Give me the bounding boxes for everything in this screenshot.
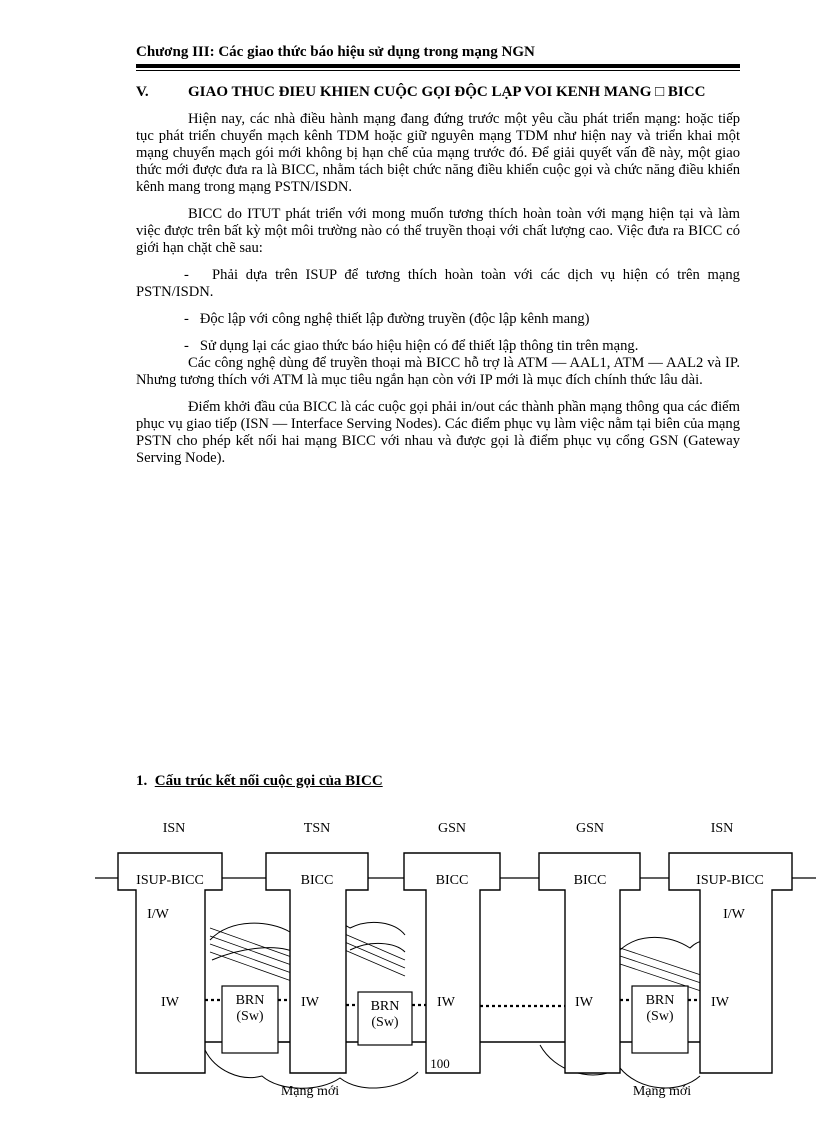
- brn-label: BRN: [235, 993, 265, 1008]
- iw-label: I/W: [723, 907, 745, 922]
- brn-sw-label: (Sw): [646, 1009, 674, 1024]
- iw-label: IW: [711, 995, 729, 1010]
- node-label: BICC: [435, 873, 469, 888]
- bullet-text: Sử dụng lại các giao thức báo hiệu hiện có để thiết lập thông tin trên mạng.: [199, 338, 639, 354]
- iw-label: IW: [301, 995, 319, 1010]
- node-label: ISUP-BICC: [136, 873, 204, 888]
- page-content: [136, 84, 740, 477]
- network-label: Mạng mới: [280, 1084, 340, 1099]
- bullet-item: [136, 267, 740, 301]
- section-title: [136, 84, 740, 101]
- node-type-label: ISN: [710, 821, 734, 836]
- node-type-label: GSN: [575, 821, 605, 836]
- subsection-title: [136, 772, 383, 790]
- network-label: Mạng mới: [632, 1084, 692, 1099]
- node-label: ISUP-BICC: [696, 873, 764, 888]
- page-number: 100: [430, 1056, 450, 1071]
- bullet-marker: -: [184, 311, 189, 327]
- node-label: BICC: [573, 873, 607, 888]
- bullet-item: [136, 311, 740, 328]
- brn-label: BRN: [370, 999, 400, 1014]
- bullet-text: Phải dựa trên ISUP để tương thích hoàn toàn với các dịch vụ hiện có trên mạng PSTN/ISDN.: [136, 267, 740, 300]
- bullet-marker: -: [184, 267, 189, 283]
- node-type-label: ISN: [162, 821, 186, 836]
- bullet-marker: -: [184, 338, 189, 354]
- iw-label: I/W: [147, 907, 169, 922]
- bicc-diagram: [0, 810, 816, 1110]
- bullet-item: [136, 338, 740, 355]
- iw-label: IW: [575, 995, 593, 1010]
- subsection-title-text: Cấu trúc kết nối cuộc gọi của BICC: [154, 773, 383, 789]
- section-title-text: GIAO THUC ĐIEU KHIEN CUỘC GỌI ĐỘC LẠP VOI KENH MANG □ BICC: [188, 84, 706, 100]
- iw-label: IW: [161, 995, 179, 1010]
- paragraph: Điểm khởi đầu của BICC là các cuộc gọi phải in/out các thành phần mạng thông qua các điểm phục vụ giao tiếp (ISN — Interface Serving Nodes). Các điểm phục vụ làm việc nằm tại biên của mạng PSTN cho phép kết nối hai mạng BICC với nhau và được gọi là điểm phục vụ cổng GSN (Gateway Serving Node).: [136, 399, 740, 466]
- bullet-text: Độc lập với công nghệ thiết lập đường truyền (độc lập kênh mang): [199, 311, 590, 327]
- header-rule-thin: [136, 70, 740, 71]
- paragraph: Hiện nay, các nhà điều hành mạng đang đứng trước một yêu cầu phát triển mạng: hoặc tiếp tục phát triển chuyển mạch kênh TDM hoặc giữ nguyên mạng TDM như hiện nay và triển khai một mạng chuyển mạch gói mới không bị hạn chế của mạng trước đó. Để giải quyết vấn đề này, một giao thức mới được đưa ra là BICC, nhằm tách biệt chức năng điều khiển cuộc gọi và chức năng điều khiển kênh mang trong mạng PSTN/ISDN.: [136, 111, 740, 195]
- brn-sw-label: (Sw): [371, 1015, 399, 1030]
- paragraph: Các công nghệ dùng để truyền thoại mà BICC hỗ trợ là ATM — AAL1, ATM — AAL2 và IP. Nhưng tương thích với ATM là mục tiêu ngắn hạn còn với IP mới là mục đích chính thức lâu dài.: [136, 355, 740, 388]
- page-header: Chương III: Các giao thức báo hiệu sử dụng trong mạng NGN: [136, 44, 535, 60]
- paragraph: BICC do ITUT phát triển với mong muốn tương thích hoàn toàn với mạng hiện tại và làm việc được trên bất kỳ một môi trường nào có thể truyền thoại với chất lượng cao. Việc đưa ra BICC có giới hạn chặt chẽ sau:: [136, 206, 740, 256]
- brn-label: BRN: [645, 993, 675, 1008]
- iw-label: IW: [437, 995, 455, 1010]
- section-number: V.: [136, 84, 149, 100]
- brn-sw-label: (Sw): [236, 1009, 264, 1024]
- subsection-number: 1.: [136, 773, 148, 789]
- header-rule: [136, 64, 740, 68]
- node-type-label: GSN: [437, 821, 467, 836]
- node-label: BICC: [300, 873, 334, 888]
- node-type-label: TSN: [303, 821, 331, 836]
